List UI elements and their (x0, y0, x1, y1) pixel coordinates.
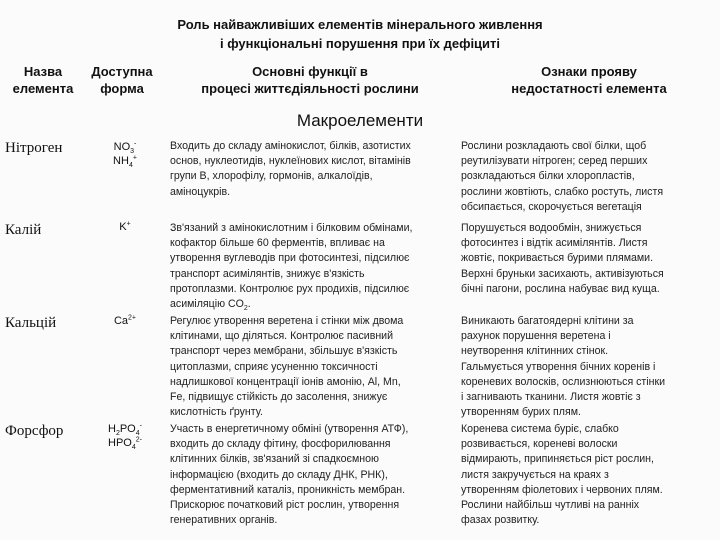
document-title-line-1: Роль найважливіших елементів мінерального живлення (177, 17, 543, 32)
element-name: Калій (5, 222, 42, 238)
functions-text: Участь в енергетичному обміні (утворення АТФ), входить до складу фітину, фосфорилювання клітинних білків, зв'язаний зі спадкоємною інформацією (входить до складу ДНК, РНК), ферментативний каталіз, проникність мембран. Прискорює початковий ріст рослин, утворення генеративних органів. (170, 423, 409, 527)
ion-formula: $NO_3^-$ (113, 140, 137, 156)
header-deficiency-signs: Ознаки прояву недостатності елемента (511, 64, 667, 96)
available-form (100, 140, 150, 168)
element-name: Кальцій (5, 315, 57, 331)
ion-formula: $NH_4^+$ (113, 154, 137, 170)
header-available-form: Доступна форма (91, 64, 153, 96)
document-title-line-2: і функціональні порушення при їх дефіциті (219, 36, 501, 51)
deficiency-signs-text: Виникають багатоядерні клітини за рахунок порушення веретена і неутворення клітинних стінок. Гальмується утворення бічних коренів і кореневих волосків, ослизнюються стінки і загнивають тканини. Листя жовтіє з утворенням бурих плям. (461, 315, 666, 419)
available-form (100, 422, 150, 450)
deficiency-signs-text: Порушується водообмін, знижується фотосинтез і відтік асимілянтів. Листя жовтіє, покривається бурими плямами. Верхні бруньки засихають, активізуються бічні пагони, рослина набуває вид куща. (461, 222, 664, 295)
header-main-functions: Основні функції в процесі життєдіяльності рослини (201, 64, 419, 96)
header-element-name: Назва елемента (12, 64, 74, 96)
functions-text: Регулює утворення веретена і стінки між двома клітинами, що діляться. Контролює пасивний транспорт через мембрани, збільшує в'язкість цитоплазми, сприяє усуненню токсичності надлишкової концентрації іонів амонію, Al, Mn, Fe, підвищує стійкість до засолення, знижує кислотність ґрунту. (170, 315, 404, 419)
section-heading-macroelements: Макроелементи (296, 111, 424, 130)
functions-text: Зв'язаний з амінокислотним і білковим обмінами, кофактор більше 60 ферментів, впливає на утворення вуглеводів при фотосинтезі, підсилює транспорт асимілянтів, знижує в'язкість протоплазми. Контролює рух продихів, підсилює асиміляцію $CO_2$. (170, 222, 413, 313)
functions-text: Входить до складу амінокислот, білків, азотистих основ, нуклеотидів, нуклеїнових кислот, вітамінів групи В, хлорофілу, гормонів, алкалоїдів, аміноцукрів. (170, 140, 411, 198)
deficiency-signs-text: Коренева система буріє, слабко розвивається, кореневі волоски відмирають, припиняється ріст рослин, листя закручується на краях з утворенням фіолетових і червоних плям. Рослини найбільш чутливі на ранніх фазах розвитку. (461, 423, 663, 527)
element-name: Нітроген (5, 140, 63, 156)
ion-formula: $Ca^{2+}$ (113, 314, 137, 327)
ion-formula: $HPO_4^{2-}$ (108, 436, 142, 452)
available-form (100, 314, 150, 328)
available-form (100, 220, 150, 234)
deficiency-signs-text: Рослини розкладають свої білки, щоб реутилізувати нітроген; серед перших розкладаються білки хлоропластів, рослини жовтіють, слабко ростуть, листя обсипається, скорочується вегетація (461, 140, 664, 213)
ion-formula: K+ (119, 220, 131, 233)
element-name: Форсфор (5, 423, 64, 439)
ion-formula: $H_2PO_4^-$ (107, 422, 142, 438)
